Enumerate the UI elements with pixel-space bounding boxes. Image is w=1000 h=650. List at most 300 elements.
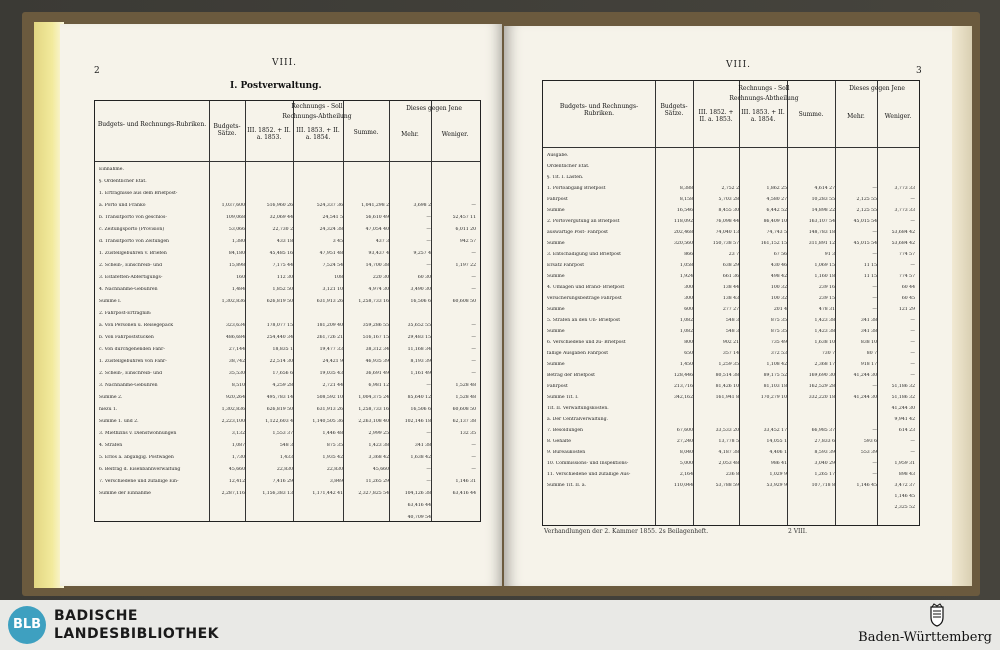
cell-w: 3,472 37 — [894, 483, 915, 488]
table-row — [99, 515, 476, 521]
row-label: 3. Nachnahme-Gebühren — [99, 383, 158, 388]
cell-m: 11,168 34 — [407, 347, 431, 352]
right-ledger-table — [542, 80, 920, 526]
row-label: c. Von durchgehenden Fahr- — [99, 347, 165, 352]
cell-p1: 2,752 2 — [721, 186, 739, 191]
cell-s: 730 7 — [821, 351, 835, 356]
cell-s: 163,107 54 — [808, 219, 835, 224]
table-row — [99, 383, 476, 389]
cell-w: 6,011 20 — [455, 227, 476, 232]
cell-b: 1,302,836 — [221, 407, 245, 412]
table-row — [99, 299, 476, 305]
row-label: 11. Verschiedene und zufällige Aus- — [547, 472, 631, 477]
col-budget-header: Budgets-Sätze. — [213, 123, 241, 137]
row-label: Summe Tit. II. a. — [547, 483, 587, 488]
library-banner — [0, 600, 1000, 650]
cell-b: 600 — [684, 307, 693, 312]
cell-p2: 3,121 10 — [322, 287, 343, 292]
cell-b: 2,223,100 — [221, 419, 245, 424]
row-label: Summe — [547, 241, 565, 246]
cell-m: 80 7 — [866, 351, 877, 356]
row-label: Summe — [547, 208, 565, 213]
row-label: 8. Gehalte — [547, 439, 571, 444]
cell-b: 27,240 — [676, 439, 693, 444]
cell-w: — — [910, 439, 915, 444]
table-row — [99, 455, 476, 461]
row-label: 9. Bureaukosten — [547, 450, 586, 455]
cell-s: 10,283 55 — [811, 197, 835, 202]
cell-p2: 22,830 — [326, 467, 343, 472]
table-row — [547, 263, 915, 269]
cell-p2: 372 53 — [770, 351, 787, 356]
cell-b: 15,898 — [228, 263, 245, 268]
cell-m: — — [872, 186, 877, 191]
cell-p2: 524,337 36 — [316, 203, 343, 208]
cell-s: 4,974 30 — [368, 287, 389, 292]
cell-w: — — [471, 347, 476, 352]
table-row — [99, 395, 476, 401]
table-row — [547, 472, 915, 478]
cell-p2: 430 46 — [770, 263, 787, 268]
row-label: Summe — [547, 274, 565, 279]
table-row — [99, 467, 476, 473]
cell-b: 35,530 — [228, 371, 245, 376]
right-page-header: VIII. — [726, 60, 752, 70]
row-label: c. Zeitungsporto (Provision) — [99, 227, 165, 232]
col-summe-header: Summe. — [798, 111, 824, 118]
row-label: 1. Zustellgebühren von Fahr- — [99, 359, 167, 364]
cell-s: 93,437 4 — [368, 251, 389, 256]
cell-p2: 100 32 — [770, 285, 787, 290]
col-abth-header: Rechnungs-Abtheilung — [729, 95, 799, 102]
cell-b: 213,716 — [674, 384, 693, 389]
cell-s: 2,368 17 — [814, 362, 835, 367]
row-label: §. Tit. I. Lasten. — [547, 175, 584, 180]
table-row — [99, 275, 476, 281]
cell-p2: 631,913 26 — [316, 407, 343, 412]
row-label: Ausgabe. — [547, 153, 569, 158]
table-row — [99, 311, 476, 317]
cell-b: 202,468 — [674, 230, 693, 235]
row-label: 5. Strafen an den Un- Briefpost — [547, 318, 621, 323]
cell-w: — — [910, 329, 915, 334]
cell-p2: 631,913 26 — [316, 299, 343, 304]
cell-p2: 181,209 40 — [316, 323, 343, 328]
blb-logo[interactable]: BLB — [8, 606, 46, 644]
cell-w: 62,137 38 — [452, 419, 476, 424]
table-row — [547, 307, 915, 313]
col-mehr-header: Mehr. — [847, 113, 865, 120]
cell-s: 516,167 15 — [362, 335, 389, 340]
cell-b: 1,484 — [231, 287, 245, 292]
table-row — [99, 263, 476, 269]
table-row — [547, 340, 915, 346]
cell-b: 16,546 — [676, 208, 693, 213]
table-row — [99, 419, 476, 425]
cell-p2: 1,140,505 36 — [312, 419, 343, 424]
cell-p1: 138 44 — [722, 285, 739, 290]
left-page — [60, 24, 502, 586]
cell-m: — — [872, 285, 877, 290]
cell-m: 918 17 — [860, 362, 877, 367]
row-label: 2. Schein-, Einschreib- und — [99, 263, 163, 268]
table-row — [547, 505, 915, 511]
cell-p2: 67 56 — [773, 252, 787, 257]
row-label: 4. Nachnahme-Gebühren — [99, 287, 158, 292]
cell-w: — — [471, 323, 476, 328]
cell-m: — — [426, 383, 431, 388]
cell-p1: 22,830 — [276, 467, 293, 472]
col-abth-header: Rechnungs-Abtheilung — [282, 113, 352, 120]
row-label: 4. Strafen — [99, 443, 123, 448]
cell-m: 102,146 18 — [404, 419, 431, 424]
cell-s: 56,610 49 — [365, 215, 389, 220]
cell-m: — — [426, 239, 431, 244]
cell-p2: 108 — [334, 275, 343, 280]
cell-p2: 19,477 33 — [319, 347, 343, 352]
row-label: d. Transitporto von Zeitungen — [99, 239, 170, 244]
table-row — [547, 406, 915, 412]
cell-s: 11,265 29 — [365, 479, 389, 484]
row-label: Summe — [547, 307, 565, 312]
table-row — [547, 373, 915, 379]
cell-w: — — [910, 340, 915, 345]
row-label: Fahrpost — [547, 384, 568, 389]
row-label: Summe 2. — [99, 395, 123, 400]
row-label: 3. Miethzins v. Dienstwohnungen — [99, 431, 177, 436]
cell-p2: 74,743 5 — [766, 230, 787, 235]
cell-p1: 626,819 50 — [266, 299, 293, 304]
cell-b: 118,092 — [674, 219, 693, 224]
row-label: hiezu 1. — [99, 407, 118, 412]
cell-p2: 24,324 38 — [319, 227, 343, 232]
cell-p1: 81,426 10 — [715, 384, 739, 389]
col-weniger-header: Weniger. — [441, 131, 469, 138]
cell-m: — — [872, 461, 877, 466]
cell-w: 1,146 31 — [455, 479, 476, 484]
row-label: fällige Ausgaben Fahrpost — [547, 351, 609, 356]
cell-s: 359,286 55 — [362, 323, 389, 328]
cell-p2: 53,929 9 — [766, 483, 787, 488]
cell-m: — — [426, 215, 431, 220]
cell-w: 1,146 45 — [894, 494, 915, 499]
cell-b: 45,660 — [228, 467, 245, 472]
footer-left: Verhandlungen der 2. Kammer 1855. 2s Beilagenheft. — [544, 528, 709, 535]
cell-b: 128,446 — [674, 373, 693, 378]
row-label: 4. Umlagen und Brand- Briefpost — [547, 285, 625, 290]
cell-s: 2,327,825 54 — [358, 491, 389, 496]
row-label: a. Porto und Franko — [99, 203, 146, 208]
cell-s: 36,691 49 — [365, 371, 389, 376]
cell-m: 1,146 45 — [856, 483, 877, 488]
cell-w: 1,197 22 — [455, 263, 476, 268]
cell-p1: 902 21 — [722, 340, 739, 345]
cell-w: — — [910, 450, 915, 455]
table-row — [547, 351, 915, 357]
row-label: 6. Verschiedene und zu- Briefpost — [547, 340, 626, 345]
row-label: 2. Portovergütung an Briefpost — [547, 219, 620, 224]
cell-m: 838 10 — [860, 340, 877, 345]
cell-s: 14,700 38 — [365, 263, 389, 268]
col-summe-header: Summe. — [353, 129, 379, 136]
cell-s: 162,529 28 — [808, 384, 835, 389]
cell-w: — — [910, 373, 915, 378]
cell-w: 3,773 33 — [894, 208, 915, 213]
cell-m: — — [426, 263, 431, 268]
cell-p2: 47,951 48 — [319, 251, 343, 256]
table-row — [547, 175, 915, 181]
cell-w: 51,186 32 — [891, 395, 915, 400]
cell-p2: 100 32 — [770, 296, 787, 301]
cell-w: — — [471, 371, 476, 376]
cell-w: 774 57 — [898, 274, 915, 279]
cell-p2: 498 42 — [770, 274, 787, 279]
cell-m: 41,244 30 — [853, 395, 877, 400]
table-row — [547, 296, 915, 302]
cell-m: 3,698 2 — [413, 203, 431, 208]
cell-m: — — [872, 472, 877, 477]
cell-m: 40,709 54 — [407, 515, 431, 520]
col-period2-header: III. 1853. + II. a. 1854. — [741, 109, 785, 123]
cell-p1: 277 27 — [722, 307, 739, 312]
cell-p1: 22,514 30 — [269, 359, 293, 364]
col-budget-header: Budgets-Sätze. — [660, 103, 688, 117]
row-label: b. Transitporto von geschlos- — [99, 215, 167, 220]
cell-b: 323,634 — [226, 323, 245, 328]
table-row — [547, 219, 915, 225]
cell-p2: 24,541 5 — [322, 215, 343, 220]
table-row — [99, 179, 476, 185]
table-row — [99, 191, 476, 197]
cell-s: 1,423 38 — [814, 318, 835, 323]
col-gegen-header: Dieses gegen Jene — [406, 105, 462, 112]
left-page-header: VIII. — [272, 58, 298, 68]
cell-p2: 508,592 10 — [316, 395, 343, 400]
cell-p2: 735 49 — [770, 340, 787, 345]
cell-b: 8,158 — [679, 197, 693, 202]
cell-b: 1,037,600 — [221, 203, 245, 208]
cell-s: 1,258,733 16 — [358, 407, 389, 412]
cell-b: 1,924 — [679, 274, 693, 279]
cell-m: — — [426, 227, 431, 232]
cell-p2: 7,524 54 — [322, 263, 343, 268]
cell-p1: 7,416 29 — [272, 479, 293, 484]
cell-p2: 4,580 27 — [766, 197, 787, 202]
library-name-line1: BADISCHE — [54, 608, 138, 624]
row-label: Summe der Einnahme — [99, 491, 151, 496]
table-row — [547, 461, 915, 467]
cell-w: 1,528 48 — [455, 383, 476, 388]
cell-p1: 254,440 34 — [266, 335, 293, 340]
table-row — [547, 329, 915, 335]
cell-b: 67,600 — [676, 428, 693, 433]
cell-m: 45,015 54 — [853, 219, 877, 224]
cell-p1: 4,187 38 — [718, 450, 739, 455]
cell-p1: 17,656 6 — [272, 371, 293, 376]
table-row — [547, 384, 915, 390]
col-period2-header: III. 1853. + II. a. 1854. — [296, 127, 340, 141]
cell-p2: 3 45 — [332, 239, 343, 244]
cell-b: 27,144 — [228, 347, 245, 352]
cell-w: — — [471, 275, 476, 280]
table-row — [547, 186, 915, 192]
cell-p1: 495,783 14 — [266, 395, 293, 400]
table-row — [99, 407, 476, 413]
cell-p1: 76,098 44 — [715, 219, 739, 224]
cell-b: 1,380 — [231, 239, 245, 244]
cell-p1: 548 3 — [279, 443, 293, 448]
cell-m: 85,640 12 — [407, 395, 431, 400]
cell-w: 774 57 — [898, 252, 915, 257]
cell-w: 53,684 42 — [891, 230, 915, 235]
cell-s: 3,368 42 — [368, 455, 389, 460]
row-label: Summe — [547, 329, 565, 334]
row-label: Summe 1. und 2. — [99, 419, 139, 424]
table-row — [99, 335, 476, 341]
row-label: 1. Erträgnisse aus dem Briefpost- — [99, 191, 178, 196]
cell-s: 148,783 18 — [808, 230, 835, 235]
table-row — [99, 371, 476, 377]
row-label: 6. Beitrag d. Eisenbahnverwaltung — [99, 467, 181, 472]
cell-s: 1,258,733 16 — [358, 299, 389, 304]
table-row — [99, 251, 476, 257]
cell-m: 341 38 — [414, 443, 431, 448]
cell-p2: 14,055 1 — [766, 439, 787, 444]
cell-m: 8,193 39 — [410, 359, 431, 364]
cell-w: 942 57 — [459, 239, 476, 244]
cell-b: 300 — [684, 285, 693, 290]
cell-w: — — [910, 362, 915, 367]
table-row — [547, 208, 915, 214]
cell-p1: 80,514 38 — [715, 373, 739, 378]
cell-w: — — [471, 203, 476, 208]
cell-m: — — [426, 431, 431, 436]
cell-w: — — [471, 251, 476, 256]
row-label: §. Ordentlicher Etat. — [99, 179, 147, 184]
row-label: 7. Besoldungen — [547, 428, 584, 433]
cell-b: 320,560 — [674, 241, 693, 246]
cell-m: — — [872, 252, 877, 257]
cell-w: — — [471, 359, 476, 364]
col-rubric-header: Budgets- und Rechnungs-Rubriken. — [559, 103, 639, 117]
cell-p1: 357 14 — [722, 351, 739, 356]
right-page-number: 3 — [916, 66, 922, 76]
cell-b: 2,164 — [679, 472, 693, 477]
cell-s: 107,718 8 — [811, 483, 835, 488]
cell-p1: 236 8 — [725, 472, 739, 477]
cell-b: 110,044 — [674, 483, 693, 488]
cell-w: 63,416 44 — [452, 491, 476, 496]
cell-w: — — [910, 219, 915, 224]
cell-s: 1,423 38 — [814, 329, 835, 334]
cell-w: 60,608 50 — [452, 407, 476, 412]
cell-w: 52,457 11 — [452, 215, 476, 220]
page-edges-right — [950, 26, 972, 586]
row-label: Summe Tit. I. — [547, 395, 579, 400]
cell-s: 1,423 38 — [368, 443, 389, 448]
cell-p1: 1,259 35 — [718, 362, 739, 367]
table-row — [99, 203, 476, 209]
row-label: Fahrpost — [547, 197, 568, 202]
cell-m: 16,506 6 — [410, 407, 431, 412]
cell-p1: 548 3 — [725, 329, 739, 334]
table-row — [547, 230, 915, 236]
cell-m: 1,638 42 — [410, 455, 431, 460]
cell-s: 1,160 18 — [814, 274, 835, 279]
cell-s: 332,220 18 — [808, 395, 835, 400]
cell-p2: 33,452 17 — [763, 428, 787, 433]
cell-b: 8,040 — [679, 450, 693, 455]
cell-p1: 32,069 44 — [269, 215, 293, 220]
cell-p1: 22,730 2 — [272, 227, 293, 232]
cell-w: 53,684 42 — [891, 241, 915, 246]
cell-p2: 875 35 — [326, 443, 343, 448]
cell-s: 66,985 37 — [811, 428, 835, 433]
table-row — [99, 431, 476, 437]
row-label: 10. Commissions- und Inspektions- — [547, 461, 629, 466]
cell-b: 866 — [684, 252, 693, 257]
cell-p2: 201 4 — [773, 307, 787, 312]
cell-p1: 1,156,383 13 — [262, 491, 293, 496]
cell-b: 1,082 — [679, 318, 693, 323]
cell-p2: 19,035 43 — [319, 371, 343, 376]
cell-p1: 5,703 28 — [718, 197, 739, 202]
cell-b: 1,302,836 — [221, 299, 245, 304]
cell-p2: 875 35 — [770, 318, 787, 323]
cell-w: 1,528 48 — [455, 395, 476, 400]
table-row — [99, 239, 476, 245]
cell-p1: 8,455 30 — [718, 208, 739, 213]
cell-s: 1,004,375 24 — [358, 395, 389, 400]
cell-m: 9,257 4 — [413, 251, 431, 256]
cell-p1: 7,175 44 — [272, 263, 293, 268]
footer-right: 2 VIII. — [788, 528, 808, 535]
cell-p1: 1,852 50 — [272, 287, 293, 292]
row-label: a. Der Centralverwaltung. — [547, 417, 608, 422]
cell-m: — — [872, 230, 877, 235]
cell-w: — — [471, 455, 476, 460]
table-row — [547, 417, 915, 423]
cell-s: 1,265 17 — [814, 472, 835, 477]
cell-w: 614 23 — [898, 428, 915, 433]
row-label: Tit. II. Verwaltungskosten. — [547, 406, 609, 411]
cell-m: 3,490 30 — [410, 287, 431, 292]
col-weniger-header: Weniger. — [884, 113, 912, 120]
cell-s: 47,054 40 — [365, 227, 389, 232]
cell-s: 4,614 27 — [814, 186, 835, 191]
cell-p1: 112 30 — [276, 275, 293, 280]
cell-s: 2,999 25 — [368, 431, 389, 436]
cell-p2: 1,935 42 — [322, 455, 343, 460]
cell-b: 8,388 — [679, 186, 693, 191]
cell-w: — — [471, 335, 476, 340]
cell-p2: 86,409 10 — [763, 219, 787, 224]
cell-m: 41,244 30 — [853, 373, 877, 378]
cell-p2: 3,849 — [329, 479, 343, 484]
cell-b: 1,730 — [231, 455, 245, 460]
cell-b: 300 — [684, 296, 693, 301]
cell-m: 104,126 38 — [404, 491, 431, 496]
row-label: Einnahme. — [99, 167, 124, 172]
cell-b: 84,180 — [228, 251, 245, 256]
table-row — [99, 479, 476, 485]
cell-p1: 23 7 — [728, 252, 739, 257]
cell-m: 63,416 44 — [407, 503, 431, 508]
row-label: Ersatz Fahrpost — [547, 263, 585, 268]
col-soll-header: Rechnungs - Soll — [291, 103, 343, 110]
cell-s: 478 31 — [818, 307, 835, 312]
cell-b: 38,742 — [228, 359, 245, 364]
